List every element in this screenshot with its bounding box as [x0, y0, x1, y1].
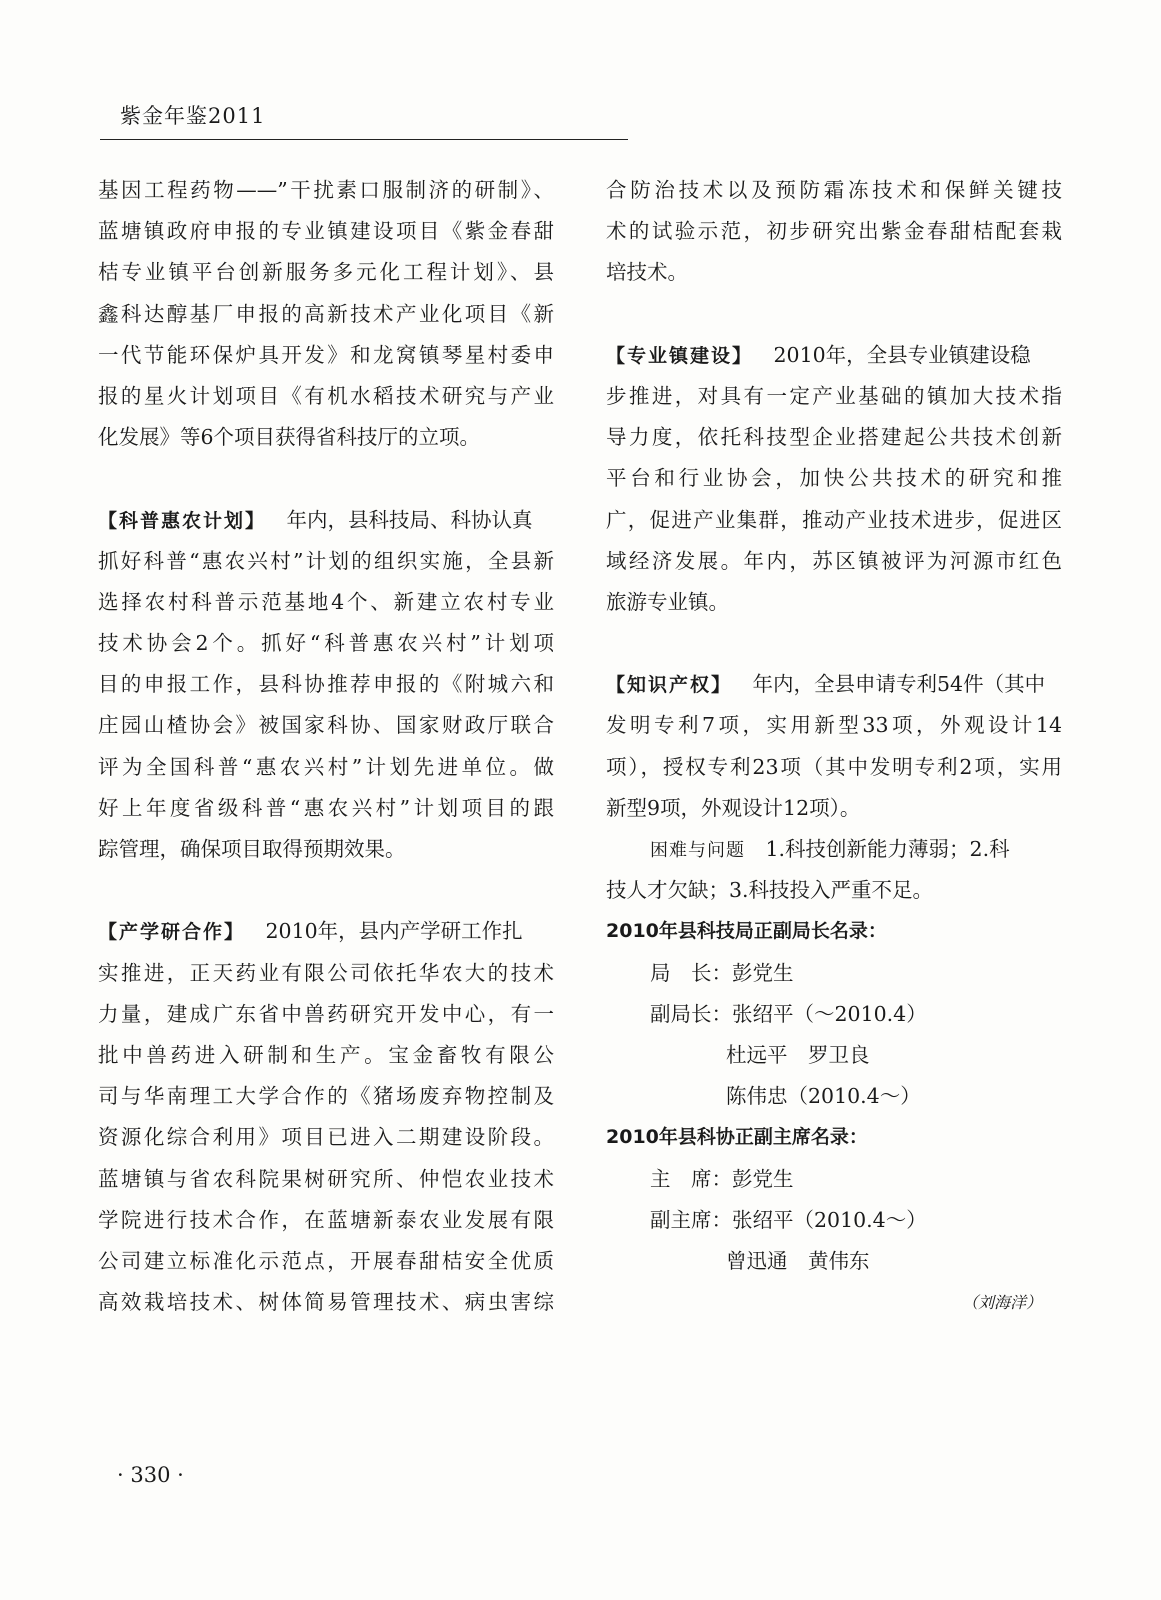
section-title-zhishi: 【知识产权】 [606, 674, 733, 697]
text-line: 导力度，依托科技型企业搭建起公共技术创新 [606, 425, 1062, 450]
kexie-vice: 张绍平（2010.4～） [732, 1207, 927, 1232]
text-line: 步推进，对具有一定产业基础的镇加大技术指 [606, 383, 1062, 408]
kexie-vice: 曾迅通 黄伟东 [726, 1248, 870, 1273]
section-zhishi-first-line: 【知识产权】 年内，全县申请专利54件（其中 [606, 672, 1046, 697]
left-column [98, 170, 554, 1323]
kexie-vice-line: 副主席：张绍平（2010.4～） [650, 1207, 927, 1232]
text-line: 蓝塘镇与省农科院果树研究所、仲恺农业技术 [98, 1166, 554, 1191]
text-line: 旅游专业镇。 [606, 589, 729, 614]
text-line: 项），授权专利23项（其中发明专利2项，实用 [606, 754, 1062, 779]
text-line: 力量，建成广东省中兽药研究开发中心，有一 [98, 1001, 554, 1026]
text-line: 公司建立标准化示范点，开展春甜桔安全优质 [98, 1248, 554, 1273]
kexie-chair: 彭党生 [732, 1166, 794, 1191]
kejiju-deputy-line: 副局长：张绍平（～2010.4） [650, 1001, 927, 1026]
kejiju-heading: 2010年县科技局正副局长名录： [606, 920, 887, 943]
section-chanxue-first-line: 【产学研合作】 2010年，县内产学研工作扎 [98, 919, 523, 944]
kunnan-label: 困难与问题 [650, 840, 745, 861]
text-line: 实推进，正天药业有限公司依托华农大的技术 [98, 960, 554, 985]
text-line: 域经济发展。年内，苏区镇被评为河源市红色 [606, 548, 1062, 573]
kejiju-deputy: 杜远平 罗卫良 [726, 1042, 870, 1067]
text-line: 培技术。 [606, 260, 688, 285]
text-line: 高效栽培技术、树体简易管理技术、病虫害综 [98, 1290, 554, 1315]
kejiju-director: 彭党生 [732, 960, 794, 985]
header-rule [100, 139, 628, 140]
text-line: 好上年度省级科普“惠农兴村”计划项目的跟 [98, 795, 554, 820]
text-line: 选择农村科普示范基地4个、新建立农村专业 [98, 589, 554, 614]
text-line: 术的试验示范，初步研究出紫金春甜桔配套栽 [606, 219, 1062, 244]
kexie-chair-line: 主 席：彭党生 [650, 1166, 794, 1191]
text-line: 庄园山楂协会》被国家科协、国家财政厅联合 [98, 713, 554, 738]
text-line: 发明专利7项，实用新型33项，外观设计14 [606, 713, 1062, 738]
kexie-heading: 2010年县科协正副主席名录： [606, 1126, 868, 1149]
text-line: 合防治技术以及预防霜冻技术和保鲜关键技 [606, 178, 1062, 202]
kunnan-first-line: 困难与问题 1.科技创新能力薄弱；2.科 [650, 837, 1010, 861]
author-credit: （刘海洋） [961, 1293, 1042, 1313]
text-line: 技术协会2个。抓好“科普惠农兴村”计划项 [98, 631, 554, 656]
text-line: 评为全国科普“惠农兴村”计划先进单位。做 [98, 754, 554, 779]
text-line: 抓好科普“惠农兴村”计划的组织实施，全县新 [98, 548, 554, 573]
right-column [606, 170, 1062, 1323]
text-line: 广，促进产业集群，推动产业技术进步，促进区 [606, 507, 1062, 532]
text-line: 一代节能环保炉具开发》和龙窝镇琴星村委申 [98, 342, 554, 367]
text-line: 学院进行技术合作，在蓝塘新泰农业发展有限 [98, 1207, 554, 1232]
kejiju-deputy: 陈伟忠（2010.4～） [726, 1084, 921, 1109]
text-line: 资源化综合利用》项目已进入二期建设阶段。 [98, 1125, 554, 1150]
section-title-zhuanye: 【专业镇建设】 [606, 344, 754, 367]
text-line: 化发展》等6个项目获得省科技厅的立项。 [98, 425, 481, 450]
section-title-kepu: 【科普惠农计划】 [98, 509, 267, 532]
section-zhuanye-first-line: 【专业镇建设】 2010年，全县专业镇建设稳 [606, 342, 1031, 367]
kejiju-deputy: 张绍平（～2010.4） [732, 1001, 927, 1026]
text-line: 鑫科达醇基厂申报的高新技术产业化项目《新 [98, 301, 554, 326]
section-kepu-first-line: 【科普惠农计划】 年内，县科技局、科协认真 [98, 507, 533, 532]
text-line: 平台和行业协会，加快公共技术的研究和推 [606, 466, 1062, 491]
text-line: 目的申报工作，县科协推荐申报的《附城六和 [98, 672, 554, 697]
text-line: 技人才欠缺；3.科技投入严重不足。 [606, 878, 934, 903]
text-line: 基因工程药物——”干扰素口服制济的研制》、 [98, 178, 554, 202]
text-line: 司与华南理工大学合作的《猪场废弃物控制及 [98, 1084, 554, 1109]
section-title-chanxue: 【产学研合作】 [98, 921, 246, 944]
text-line: 新型9项，外观设计12项）。 [606, 795, 861, 820]
text-line: 桔专业镇平台创新服务多元化工程计划》、县 [98, 260, 554, 285]
running-header-title: 紫金年鉴2011 [120, 104, 266, 128]
kejiju-director-line: 局 长：彭党生 [650, 960, 794, 985]
page-number: · 330 · [117, 1463, 184, 1487]
text-line: 批中兽药进入研制和生产。宝金畜牧有限公 [98, 1042, 554, 1067]
text-line: 踪管理，确保项目取得预期效果。 [98, 837, 406, 861]
text-line: 蓝塘镇政府申报的专业镇建设项目《紫金春甜 [98, 219, 554, 244]
text-line: 报的星火计划项目《有机水稻技术研究与产业 [98, 383, 554, 408]
